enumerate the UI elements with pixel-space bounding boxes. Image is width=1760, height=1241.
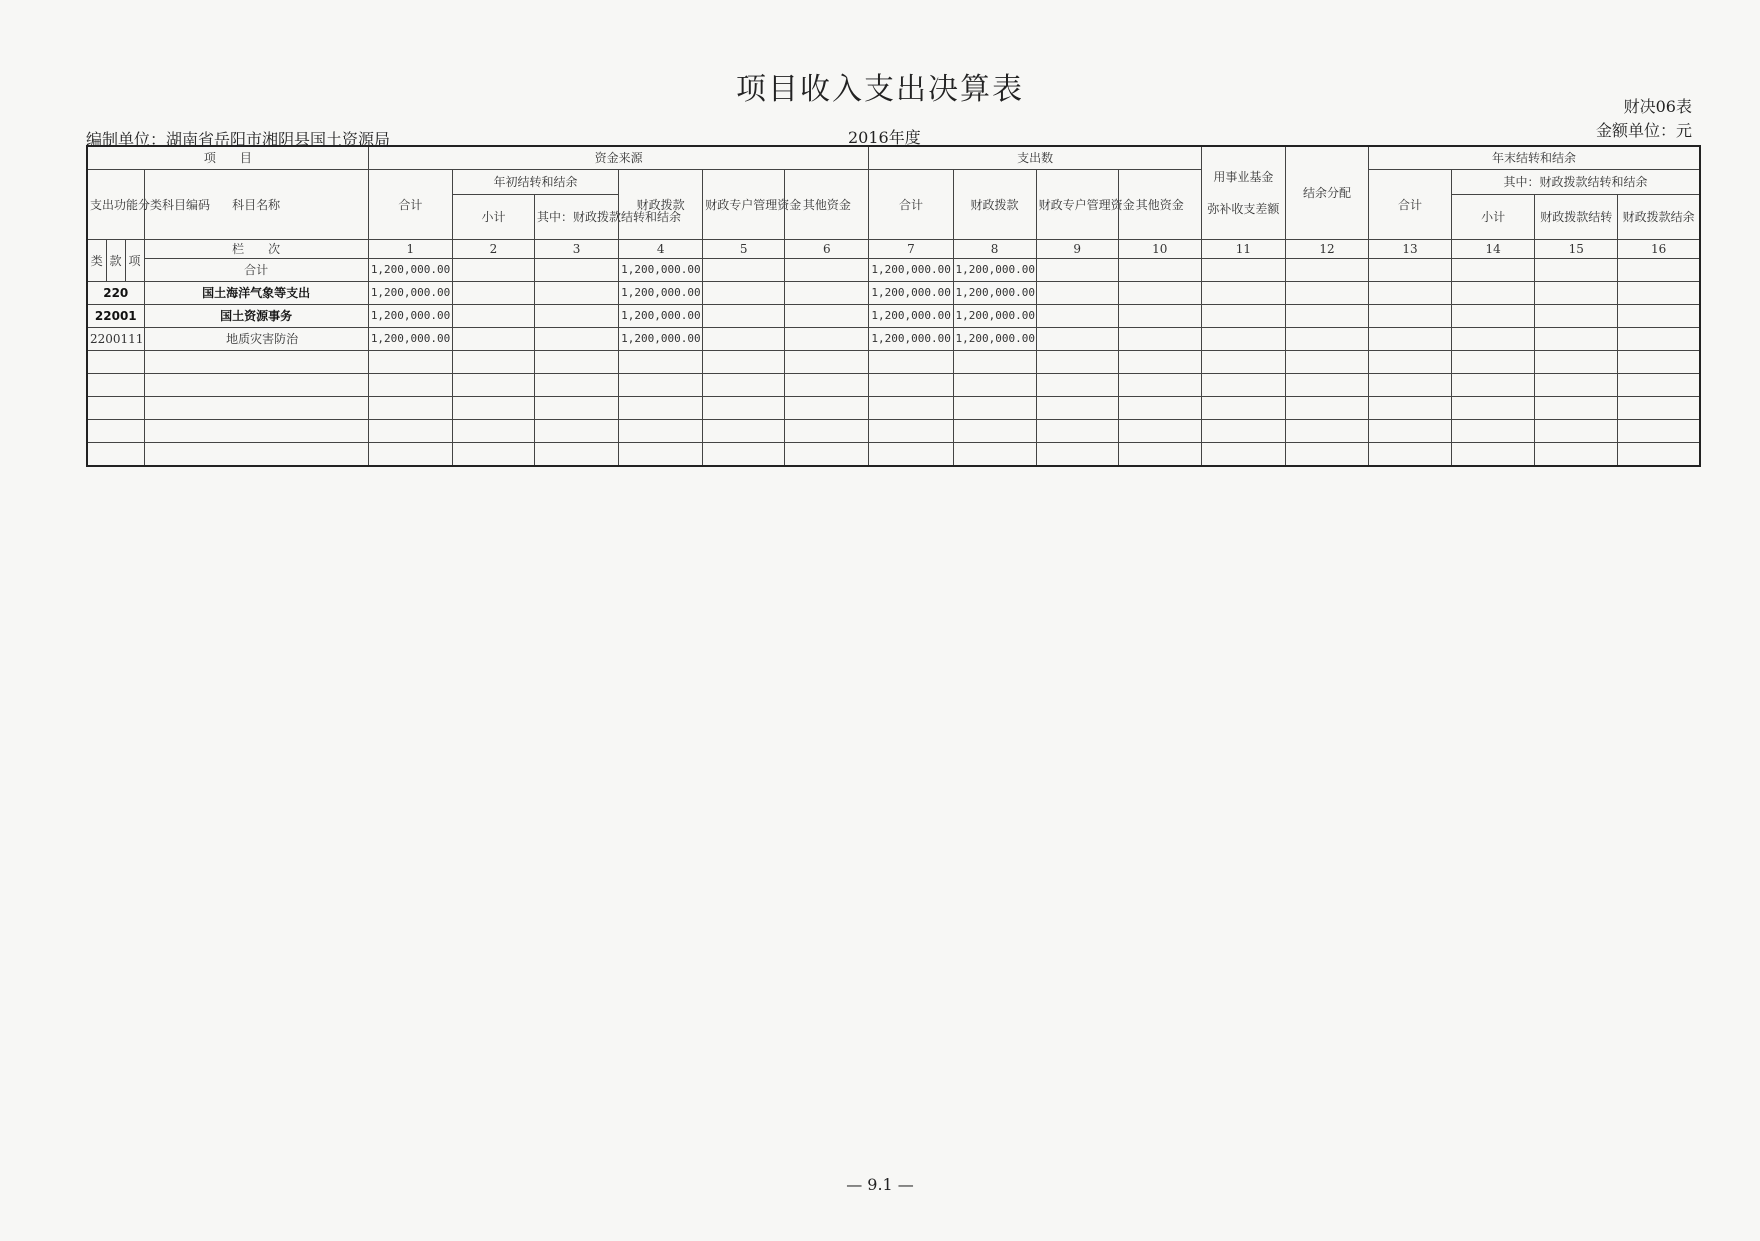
cell bbox=[1201, 397, 1285, 420]
cell bbox=[1118, 374, 1201, 397]
cell bbox=[1535, 259, 1618, 282]
cell bbox=[144, 374, 368, 397]
header-source-total: 合计 bbox=[368, 170, 452, 240]
row-code: 220 bbox=[87, 282, 144, 305]
form-number: 财决06表 bbox=[1623, 97, 1692, 116]
cell bbox=[87, 374, 144, 397]
cell bbox=[619, 420, 703, 443]
header-exp-other: 其他资金 bbox=[1118, 170, 1201, 240]
header-source-fiscal-special: 财政专户管理资金 bbox=[703, 170, 785, 240]
cell bbox=[1285, 397, 1368, 420]
cell bbox=[1452, 397, 1535, 420]
cell bbox=[1535, 328, 1618, 351]
col-num: 2 bbox=[452, 240, 534, 259]
header-end-of-which: 其中：财政拨款结转和结余 bbox=[1452, 170, 1700, 195]
cell bbox=[1201, 328, 1285, 351]
cell bbox=[1036, 282, 1118, 305]
row-name: 合计 bbox=[144, 259, 368, 282]
cell bbox=[703, 282, 785, 305]
table-row bbox=[87, 328, 1700, 351]
cell bbox=[1036, 351, 1118, 374]
cell bbox=[1535, 305, 1618, 328]
col-num: 4 bbox=[619, 240, 703, 259]
cell bbox=[785, 443, 869, 467]
header-source-fiscal: 财政拨款 bbox=[619, 170, 703, 240]
amount-unit: 金额单位：元 bbox=[1595, 121, 1692, 140]
col-num: 10 bbox=[1118, 240, 1201, 259]
header-surplus-dist: 结余分配 bbox=[1285, 146, 1368, 240]
cell bbox=[452, 397, 534, 420]
cell bbox=[619, 374, 703, 397]
report-year: 2016年度 bbox=[848, 128, 921, 147]
col-num: 1 bbox=[368, 240, 452, 259]
cell bbox=[1201, 282, 1285, 305]
col-num: 13 bbox=[1369, 240, 1452, 259]
table-row bbox=[87, 305, 1700, 328]
header-source-other: 其他资金 bbox=[785, 170, 869, 240]
cell bbox=[1285, 282, 1368, 305]
col-num: 6 bbox=[785, 240, 869, 259]
cell bbox=[869, 397, 953, 420]
header-fund-use: 用事业基金 弥补收支差额 bbox=[1201, 146, 1285, 240]
cell bbox=[535, 351, 619, 374]
cell bbox=[1036, 397, 1118, 420]
cell bbox=[535, 328, 619, 351]
header-funding-source: 资金来源 bbox=[368, 146, 869, 170]
cell bbox=[1118, 443, 1201, 467]
cell bbox=[869, 374, 953, 397]
header-end-fiscal-carry: 财政拨款结转 bbox=[1535, 195, 1618, 240]
cell bbox=[703, 443, 785, 467]
cell bbox=[703, 374, 785, 397]
cell bbox=[953, 374, 1036, 397]
cell bbox=[535, 282, 619, 305]
cell bbox=[535, 443, 619, 467]
cell: 1,200,000.00 bbox=[619, 282, 703, 305]
col-num: 14 bbox=[1452, 240, 1535, 259]
cell bbox=[619, 351, 703, 374]
header-end-total: 合计 bbox=[1369, 170, 1452, 240]
cell bbox=[452, 259, 534, 282]
cell bbox=[1118, 420, 1201, 443]
cell: 1,200,000.00 bbox=[368, 328, 452, 351]
cell bbox=[1452, 282, 1535, 305]
compiling-unit: 编制单位：湖南省岳阳市湘阴县国土资源局 bbox=[86, 130, 391, 149]
cell: 1,200,000.00 bbox=[953, 282, 1036, 305]
cell bbox=[1369, 282, 1452, 305]
cell bbox=[452, 305, 534, 328]
cell bbox=[953, 443, 1036, 467]
table-row-empty bbox=[87, 374, 1700, 397]
cell bbox=[1036, 328, 1118, 351]
cell bbox=[452, 374, 534, 397]
cell bbox=[1118, 351, 1201, 374]
cell bbox=[368, 397, 452, 420]
cell bbox=[703, 420, 785, 443]
header-begin-subtotal: 小计 bbox=[452, 195, 534, 240]
col-num: 15 bbox=[1535, 240, 1618, 259]
table-row-empty bbox=[87, 397, 1700, 420]
cell bbox=[368, 443, 452, 467]
cell bbox=[785, 374, 869, 397]
table-row-total bbox=[87, 259, 1700, 282]
cell bbox=[1535, 443, 1618, 467]
cell bbox=[1285, 259, 1368, 282]
page-title: 项目收入支出决算表 bbox=[736, 72, 1024, 107]
cell bbox=[1036, 420, 1118, 443]
cell bbox=[1452, 443, 1535, 467]
cell: 1,200,000.00 bbox=[953, 259, 1036, 282]
cell: 1,200,000.00 bbox=[869, 259, 953, 282]
header-cat-kuan: 款 bbox=[106, 240, 125, 282]
table-row-empty bbox=[87, 351, 1700, 374]
cell bbox=[1285, 420, 1368, 443]
cell bbox=[1036, 443, 1118, 467]
cell: 1,200,000.00 bbox=[953, 328, 1036, 351]
col-num: 12 bbox=[1285, 240, 1368, 259]
header-cat-lei: 类 bbox=[87, 240, 106, 282]
header-end-fiscal-surplus: 财政拨款结余 bbox=[1618, 195, 1700, 240]
cell bbox=[452, 282, 534, 305]
cell bbox=[1452, 328, 1535, 351]
cell bbox=[1452, 305, 1535, 328]
col-num: 5 bbox=[703, 240, 785, 259]
cell bbox=[1118, 259, 1201, 282]
cell bbox=[1535, 397, 1618, 420]
cell bbox=[619, 443, 703, 467]
col-num: 16 bbox=[1618, 240, 1700, 259]
cell bbox=[869, 351, 953, 374]
header-xiangmu: 项 目 bbox=[87, 146, 368, 170]
header-exp-total: 合计 bbox=[869, 170, 953, 240]
cell bbox=[703, 259, 785, 282]
cell bbox=[1036, 259, 1118, 282]
cell bbox=[1201, 351, 1285, 374]
cell bbox=[144, 420, 368, 443]
cell bbox=[1201, 443, 1285, 467]
cell bbox=[1369, 374, 1452, 397]
cell bbox=[535, 397, 619, 420]
cell: 1,200,000.00 bbox=[368, 282, 452, 305]
cell bbox=[703, 328, 785, 351]
col-num: 11 bbox=[1201, 240, 1285, 259]
cell: 1,200,000.00 bbox=[619, 259, 703, 282]
cell bbox=[1618, 351, 1700, 374]
cell bbox=[703, 305, 785, 328]
header-expenditure: 支出数 bbox=[869, 146, 1201, 170]
cell bbox=[1452, 259, 1535, 282]
cell bbox=[703, 351, 785, 374]
row-code: 22001 bbox=[87, 305, 144, 328]
cell: 1,200,000.00 bbox=[869, 282, 953, 305]
cell: 1,200,000.00 bbox=[368, 305, 452, 328]
cell bbox=[869, 420, 953, 443]
table-row bbox=[87, 282, 1700, 305]
cell bbox=[1285, 374, 1368, 397]
header-year-end: 年末结转和结余 bbox=[1369, 146, 1701, 170]
cell bbox=[1535, 420, 1618, 443]
cell bbox=[1535, 374, 1618, 397]
cell bbox=[785, 351, 869, 374]
cell bbox=[1118, 305, 1201, 328]
header-exp-fiscal-special: 财政专户管理资金 bbox=[1036, 170, 1118, 240]
project-income-expenditure-table bbox=[86, 145, 1701, 467]
cell bbox=[1535, 351, 1618, 374]
cell bbox=[144, 351, 368, 374]
cell bbox=[1369, 397, 1452, 420]
cell bbox=[1618, 443, 1700, 467]
cell: 1,200,000.00 bbox=[368, 259, 452, 282]
cell: 1,200,000.00 bbox=[953, 305, 1036, 328]
cell bbox=[452, 328, 534, 351]
cell bbox=[1118, 282, 1201, 305]
cell: 1,200,000.00 bbox=[619, 305, 703, 328]
cell bbox=[785, 305, 869, 328]
cell bbox=[1369, 351, 1452, 374]
col-num: 9 bbox=[1036, 240, 1118, 259]
header-end-subtotal: 小计 bbox=[1452, 195, 1535, 240]
cell bbox=[535, 305, 619, 328]
cell bbox=[1285, 328, 1368, 351]
cell bbox=[368, 420, 452, 443]
col-num: 8 bbox=[953, 240, 1036, 259]
cell bbox=[535, 420, 619, 443]
cell bbox=[1452, 374, 1535, 397]
cell bbox=[87, 397, 144, 420]
col-num: 7 bbox=[869, 240, 953, 259]
cell bbox=[1369, 328, 1452, 351]
cell bbox=[452, 351, 534, 374]
cell bbox=[1618, 397, 1700, 420]
cell bbox=[87, 420, 144, 443]
cell bbox=[1369, 305, 1452, 328]
header-exp-fiscal: 财政拨款 bbox=[953, 170, 1036, 240]
cell bbox=[1618, 374, 1700, 397]
header-lanci: 栏 次 bbox=[144, 240, 368, 259]
header-func-code: 支出功能分类科目编码 bbox=[87, 170, 144, 240]
cell bbox=[535, 374, 619, 397]
cell bbox=[703, 397, 785, 420]
cell bbox=[452, 443, 534, 467]
cell bbox=[869, 443, 953, 467]
cell bbox=[1201, 420, 1285, 443]
cell bbox=[1285, 305, 1368, 328]
cell bbox=[1535, 282, 1618, 305]
cell bbox=[144, 397, 368, 420]
cell: 1,200,000.00 bbox=[619, 328, 703, 351]
cell bbox=[1452, 420, 1535, 443]
cell: 1,200,000.00 bbox=[869, 305, 953, 328]
table-row-empty bbox=[87, 443, 1700, 467]
cell bbox=[535, 259, 619, 282]
header-begin-balance: 年初结转和结余 bbox=[452, 170, 618, 195]
cell bbox=[87, 443, 144, 467]
cell bbox=[785, 328, 869, 351]
cell bbox=[1618, 305, 1700, 328]
cell bbox=[785, 397, 869, 420]
header-subject-name: 科目名称 bbox=[144, 170, 368, 240]
cell bbox=[1201, 374, 1285, 397]
row-name: 国土海洋气象等支出 bbox=[144, 282, 368, 305]
cell: 1,200,000.00 bbox=[869, 328, 953, 351]
cell bbox=[953, 397, 1036, 420]
cell bbox=[1036, 305, 1118, 328]
cell bbox=[1201, 259, 1285, 282]
cell bbox=[1618, 282, 1700, 305]
cell bbox=[1118, 397, 1201, 420]
cell bbox=[452, 420, 534, 443]
cell bbox=[1118, 328, 1201, 351]
cell bbox=[785, 420, 869, 443]
cell bbox=[1201, 305, 1285, 328]
table-row-empty bbox=[87, 420, 1700, 443]
cell bbox=[1369, 259, 1452, 282]
cell bbox=[1285, 351, 1368, 374]
cell bbox=[1618, 259, 1700, 282]
header-cat-xiang: 项 bbox=[125, 240, 144, 282]
cell bbox=[953, 351, 1036, 374]
cell bbox=[1618, 328, 1700, 351]
page-number: — 9.1 — bbox=[846, 1175, 914, 1194]
cell bbox=[1285, 443, 1368, 467]
cell bbox=[1369, 443, 1452, 467]
cell bbox=[1036, 374, 1118, 397]
cell bbox=[368, 374, 452, 397]
cell bbox=[1618, 420, 1700, 443]
row-code: 2200111 bbox=[87, 328, 144, 351]
row-name: 地质灾害防治 bbox=[144, 328, 368, 351]
cell bbox=[368, 351, 452, 374]
cell bbox=[619, 397, 703, 420]
row-name: 国土资源事务 bbox=[144, 305, 368, 328]
cell bbox=[144, 443, 368, 467]
cell bbox=[785, 259, 869, 282]
cell bbox=[1452, 351, 1535, 374]
cell bbox=[1369, 420, 1452, 443]
col-num: 3 bbox=[535, 240, 619, 259]
header-begin-of-which: 其中：财政拨款结转和结余 bbox=[535, 195, 619, 240]
cell bbox=[87, 351, 144, 374]
cell bbox=[785, 282, 869, 305]
cell bbox=[953, 420, 1036, 443]
